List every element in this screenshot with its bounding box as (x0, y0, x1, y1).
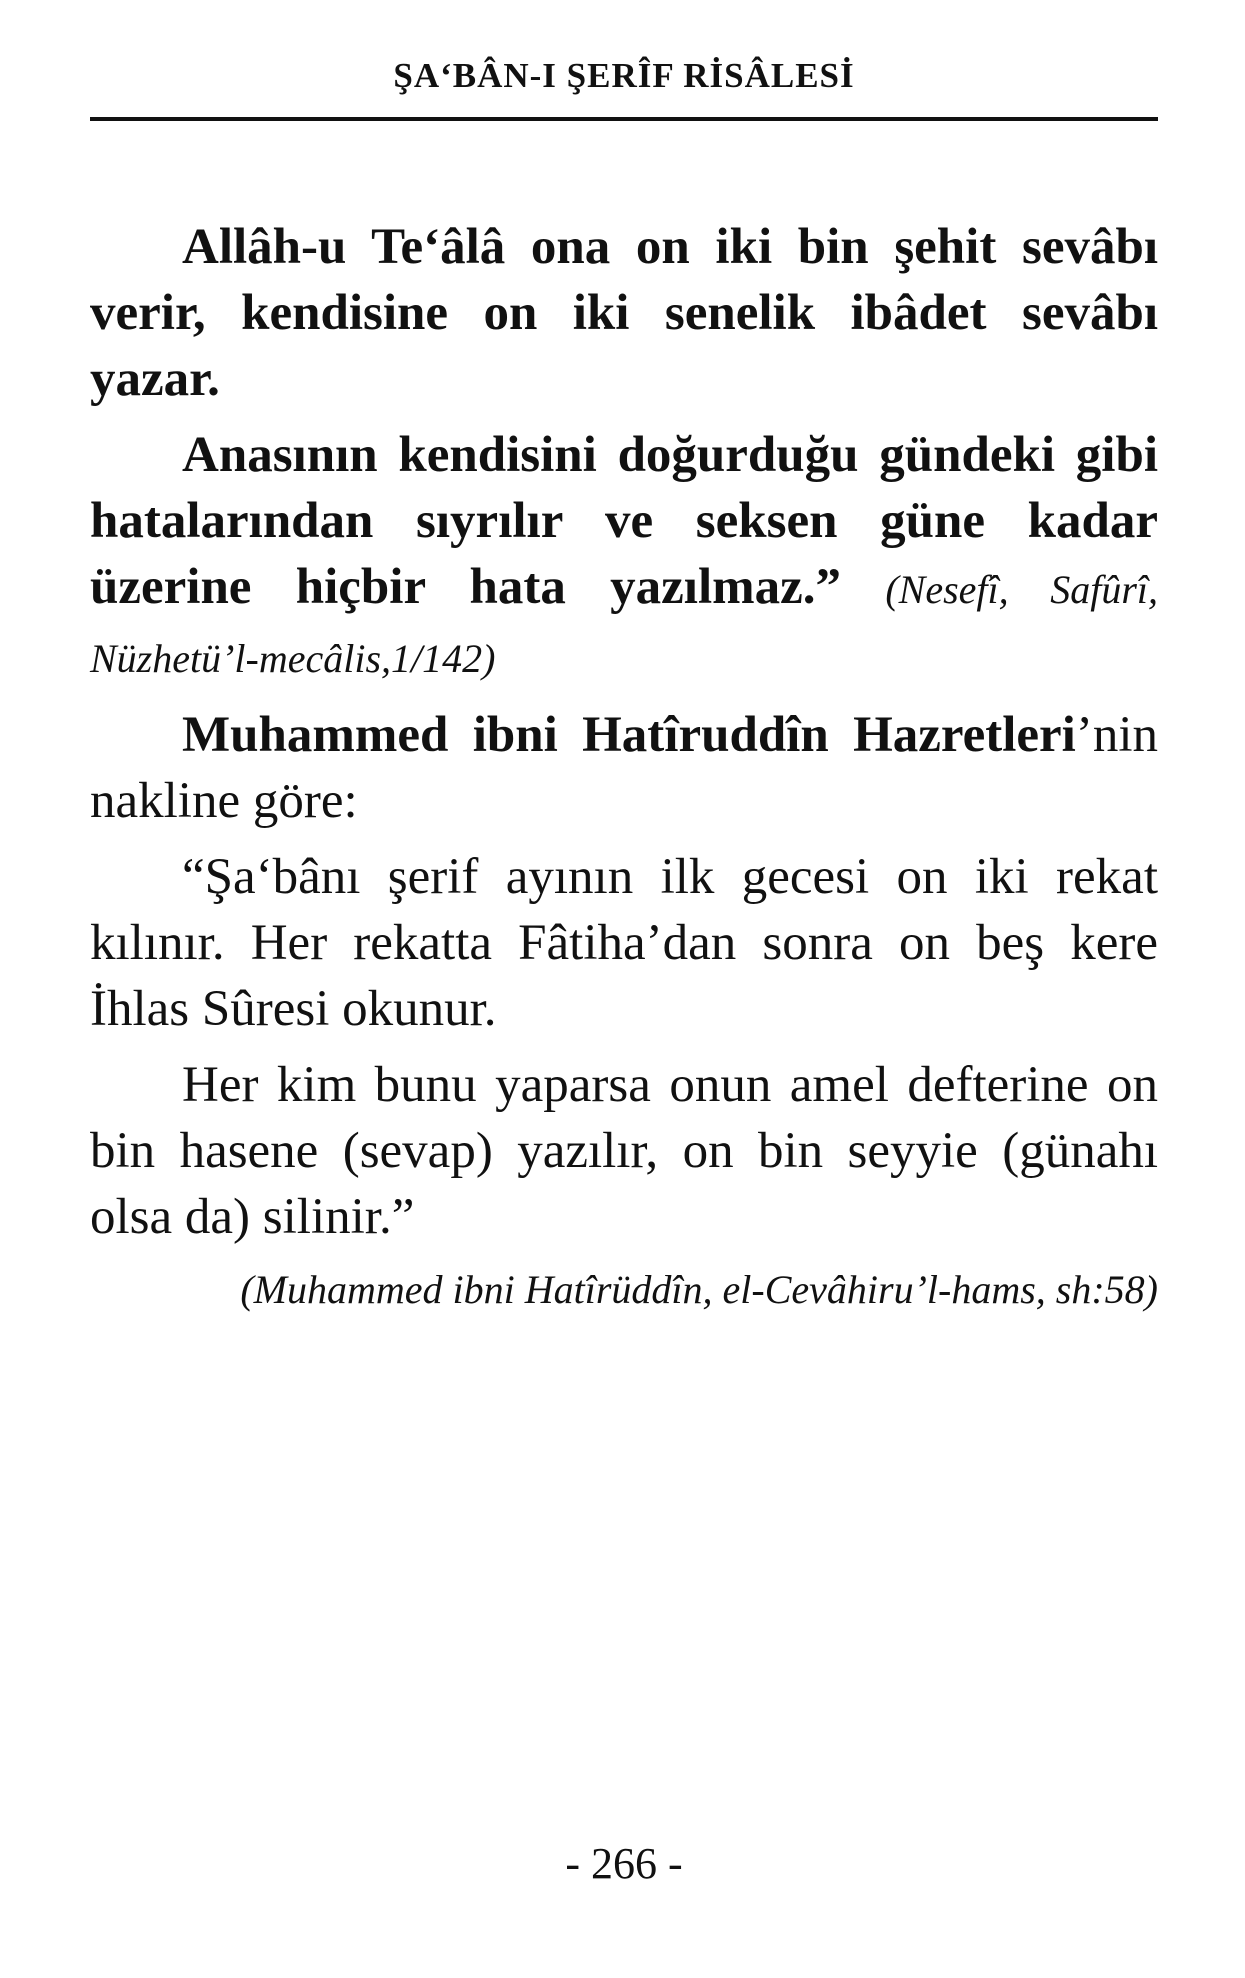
paragraph-2 (90, 422, 1158, 692)
paragraph-5-text: Her kim bunu yaparsa onun amel defterine on bin hasene (sevap) yazılır, on bin seyyie (günahı olsa da) silinir.” (90, 1057, 1158, 1245)
paragraph-3 (90, 702, 1158, 834)
header-rule (90, 117, 1158, 121)
paragraph-2-citation: (Nesefî, Safûrî, Nüzhetü’l-mecâlis,1/142) (90, 567, 1159, 681)
body-text (90, 214, 1158, 1326)
paragraph-1-text: Allâh-u Te‘âlâ ona on iki bin şehit sevâbı verir, kendisine on iki senelik ibâdet sevâbı yazar. (90, 219, 1158, 407)
paragraph-3-bold-name: Muhammed ibni Hatîruddîn Hazretleri (182, 707, 1076, 763)
paragraph-4-text: “Şa‘bânı şerif ayının ilk gecesi on iki rekat kılınır. Her rekatta Fâtiha’dan sonra on beş kere İhlas Sûresi okunur. (90, 849, 1158, 1037)
paragraph-3-text: ’nin nakline göre: (90, 707, 1158, 829)
paragraph-1 (90, 214, 1158, 412)
paragraph-2-text: Anasının kendisini doğurduğu gündeki gibi hatalarından sıyrılır ve seksen güne kadar üzerine hiçbir hata yazılmaz.” (90, 427, 1158, 615)
paragraph-5 (90, 1052, 1158, 1250)
running-header-title: ŞA‘BÂN-I ŞERÎF RİSÂLESİ (393, 56, 855, 95)
source-note: (Muhammed ibni Hatîrüddîn, el-Cevâhiru’l-hams, sh:58) (240, 1267, 1158, 1312)
page-number: - 266 - (565, 1839, 683, 1888)
paragraph-4 (90, 844, 1158, 1042)
